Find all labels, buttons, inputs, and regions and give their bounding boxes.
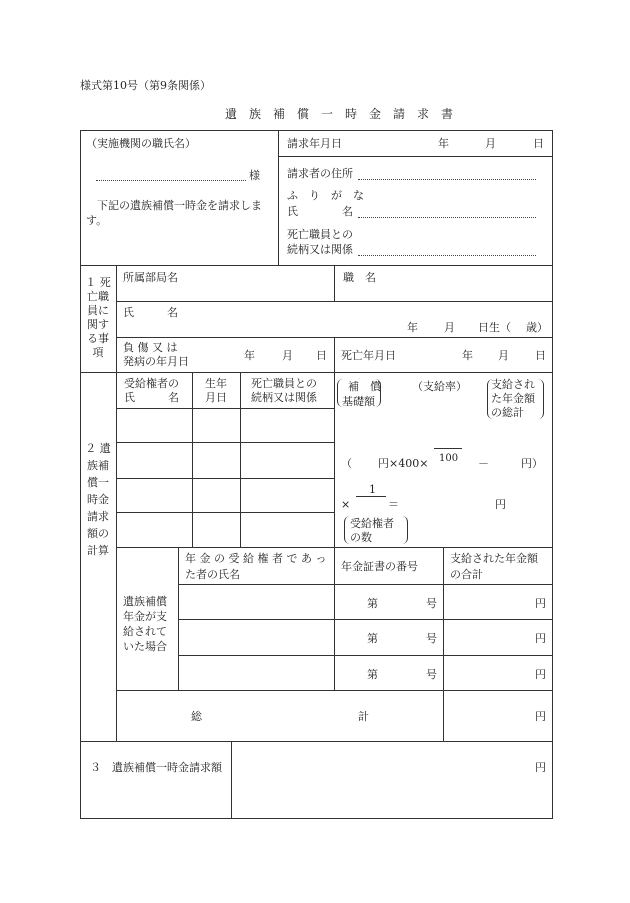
death-month: 月 (498, 349, 509, 362)
fraction-one: 1 (369, 483, 376, 496)
relation-label-2: 続柄又は関係 (287, 243, 353, 256)
cert-dai-3: 第 (367, 668, 378, 681)
recipient-count-2: の数 (350, 531, 372, 544)
col-birth-2: 月日 (205, 391, 227, 404)
born-label: 日生（ (478, 321, 511, 334)
paid-total-3: の総計 (491, 406, 524, 419)
formula-mid: 円×400× (378, 457, 429, 470)
pension-name-2: た者の氏名 (185, 568, 240, 581)
col-relation-2: 続柄又は関係 (251, 391, 317, 404)
cert-go-3: 号 (426, 668, 437, 681)
paid-total-1: 支給され (491, 378, 535, 391)
furigana-label: ふ り が な (287, 189, 364, 202)
request-month: 月 (485, 137, 496, 150)
col-relation-1: 死亡職員との (251, 377, 317, 390)
death-year: 年 (462, 349, 473, 362)
birth-year: 年 (407, 321, 418, 334)
formula-yen: 円） (521, 457, 543, 470)
formula-open: （ (341, 457, 352, 470)
result-yen: 円 (495, 498, 506, 511)
base-amount-1: 補 償 (348, 380, 381, 393)
cert-dai-2: 第 (367, 632, 378, 645)
paid-total-2: た年金額 (491, 392, 535, 405)
cert-no-label: 年金証書の番号 (341, 560, 418, 573)
cert-dai-1: 第 (367, 597, 378, 610)
form-title: 遺 族 補 償 一 時 金 請 求 書 (225, 107, 454, 121)
request-day: 日 (533, 137, 544, 150)
age-label: 歳） (526, 321, 548, 334)
applicant-name-label: 氏 名 (287, 205, 353, 218)
col-recipient-1: 受給権者の (124, 377, 179, 390)
total-label-right: 計 (358, 710, 369, 723)
rate-label: （支給率） (412, 380, 467, 393)
address-label: 請求者の住所 (287, 167, 353, 180)
col-birth-1: 生年 (205, 377, 227, 390)
pension-yen-3: 円 (535, 668, 546, 681)
formula-minus: － (478, 457, 489, 470)
death-date-label: 死亡年月日 (341, 349, 396, 362)
request-date-label: 請求年月日 (287, 137, 342, 150)
section3-yen: 円 (535, 761, 546, 774)
col-recipient-2: 氏 名 (124, 391, 179, 404)
recipient-count-1: 受給権者 (350, 517, 394, 530)
injury-year: 年 (244, 349, 255, 362)
relation-label-1: 死亡職員との (287, 228, 353, 241)
relation-field[interactable] (358, 255, 536, 256)
pension-case-label: 遺族補償年金が支給されていた場合 (123, 595, 167, 653)
dept-label: 所属部局名 (123, 271, 178, 284)
deceased-name-label: 氏 名 (123, 306, 178, 319)
pension-sum-2: の合計 (450, 568, 483, 581)
pension-yen-1: 円 (535, 597, 546, 610)
total-label-left: 総 (191, 710, 202, 723)
death-day: 日 (535, 349, 546, 362)
injury-month: 月 (282, 349, 293, 362)
pension-name-1: 年 金 の 受 給 権 者 で あ っ (185, 552, 327, 565)
agency-name-field[interactable] (96, 180, 246, 181)
pension-yen-2: 円 (535, 632, 546, 645)
injury-label-2: 発病の年月日 (123, 355, 189, 368)
section2-label: ２ 遺族補償一時金請求額の計算 (85, 442, 111, 557)
injury-label-1: 負 傷 又 は (123, 341, 178, 354)
section1-label: １ 死亡職員に関する事項 (85, 276, 111, 359)
birth-month: 月 (444, 321, 455, 334)
request-year: 年 (438, 137, 449, 150)
form-number: 様式第10号（第9条関係） (80, 79, 211, 92)
address-field[interactable] (358, 179, 536, 180)
base-amount-2: 基礎額 (342, 395, 375, 408)
agency-label: （実施機関の職氏名） (86, 137, 196, 150)
times-sign: × (341, 498, 351, 511)
formula-denominator: 100 (439, 453, 459, 464)
request-text: 下記の遺族補償一時金を請求します。 (86, 199, 262, 227)
injury-day: 日 (316, 349, 327, 362)
sama-text: 様 (249, 169, 260, 182)
post-label: 職 名 (343, 271, 376, 284)
total-yen: 円 (535, 710, 546, 723)
cert-go-2: 号 (426, 632, 437, 645)
section3-label: ３ 遺族補償一時金請求額 (90, 761, 222, 774)
equals-sign: ＝ (388, 498, 399, 511)
applicant-name-field[interactable] (358, 217, 536, 218)
pension-sum-1: 支給された年金額 (450, 552, 538, 565)
cert-go-1: 号 (426, 597, 437, 610)
